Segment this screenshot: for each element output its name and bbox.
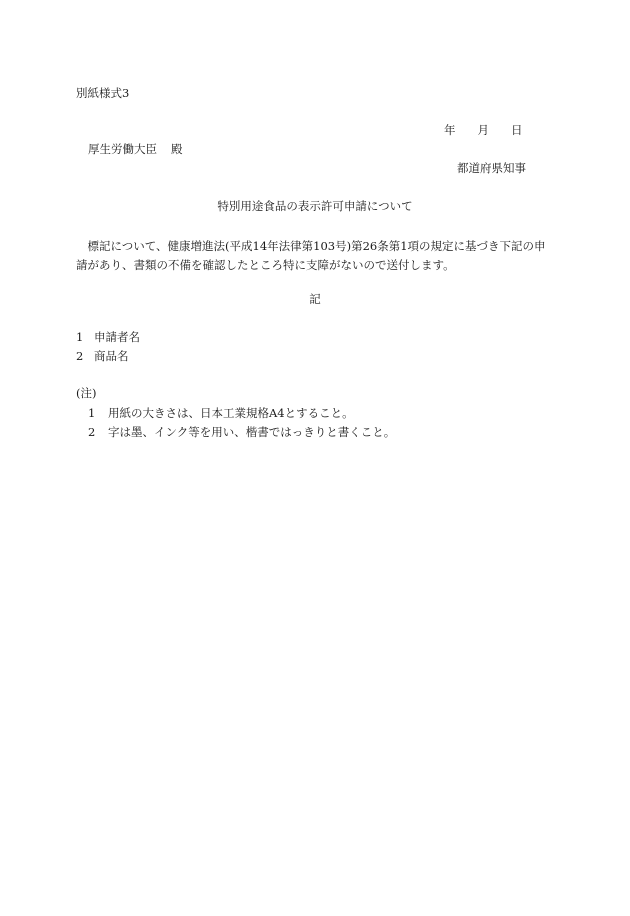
note-item [88, 406, 354, 420]
addressee-honorific: 殿 [171, 142, 183, 156]
year-label: 年 [444, 123, 456, 137]
item-number: 2 [76, 349, 84, 363]
addressee [88, 142, 183, 156]
body-line-2: 請があり、書類の不備を確認したところ特に支障がないので送付します。 [76, 258, 455, 272]
sender: 都道府県知事 [457, 161, 526, 175]
note-text: 用紙の大きさは、日本工業規格A4とすること。 [108, 406, 354, 420]
item-label: 申請者名 [94, 330, 140, 344]
note-text: 字は墨、インク等を用い、楷書ではっきりと書くこと。 [108, 425, 396, 439]
list-item-product [76, 349, 129, 363]
month-label: 月 [477, 123, 489, 137]
item-number: 1 [76, 330, 84, 344]
note-number: 2 [88, 425, 96, 439]
day-label: 日 [511, 123, 523, 137]
note-number: 1 [88, 406, 96, 420]
item-label: 商品名 [94, 349, 129, 363]
ki-heading: 記 [309, 292, 321, 306]
addressee-name: 厚生労働大臣 [88, 142, 157, 156]
note-item [88, 425, 395, 439]
body-paragraph [76, 237, 556, 275]
list-item-applicant [76, 330, 140, 344]
notes-heading: (注) [76, 386, 97, 400]
date-line [444, 123, 523, 137]
document-title: 特別用途食品の表示許可申請について [217, 199, 413, 213]
body-line-1: 標記について、健康増進法(平成14年法律第103号)第26条第1項の規定に基づき下記の申 [76, 239, 546, 253]
form-id: 別紙様式3 [76, 86, 130, 100]
